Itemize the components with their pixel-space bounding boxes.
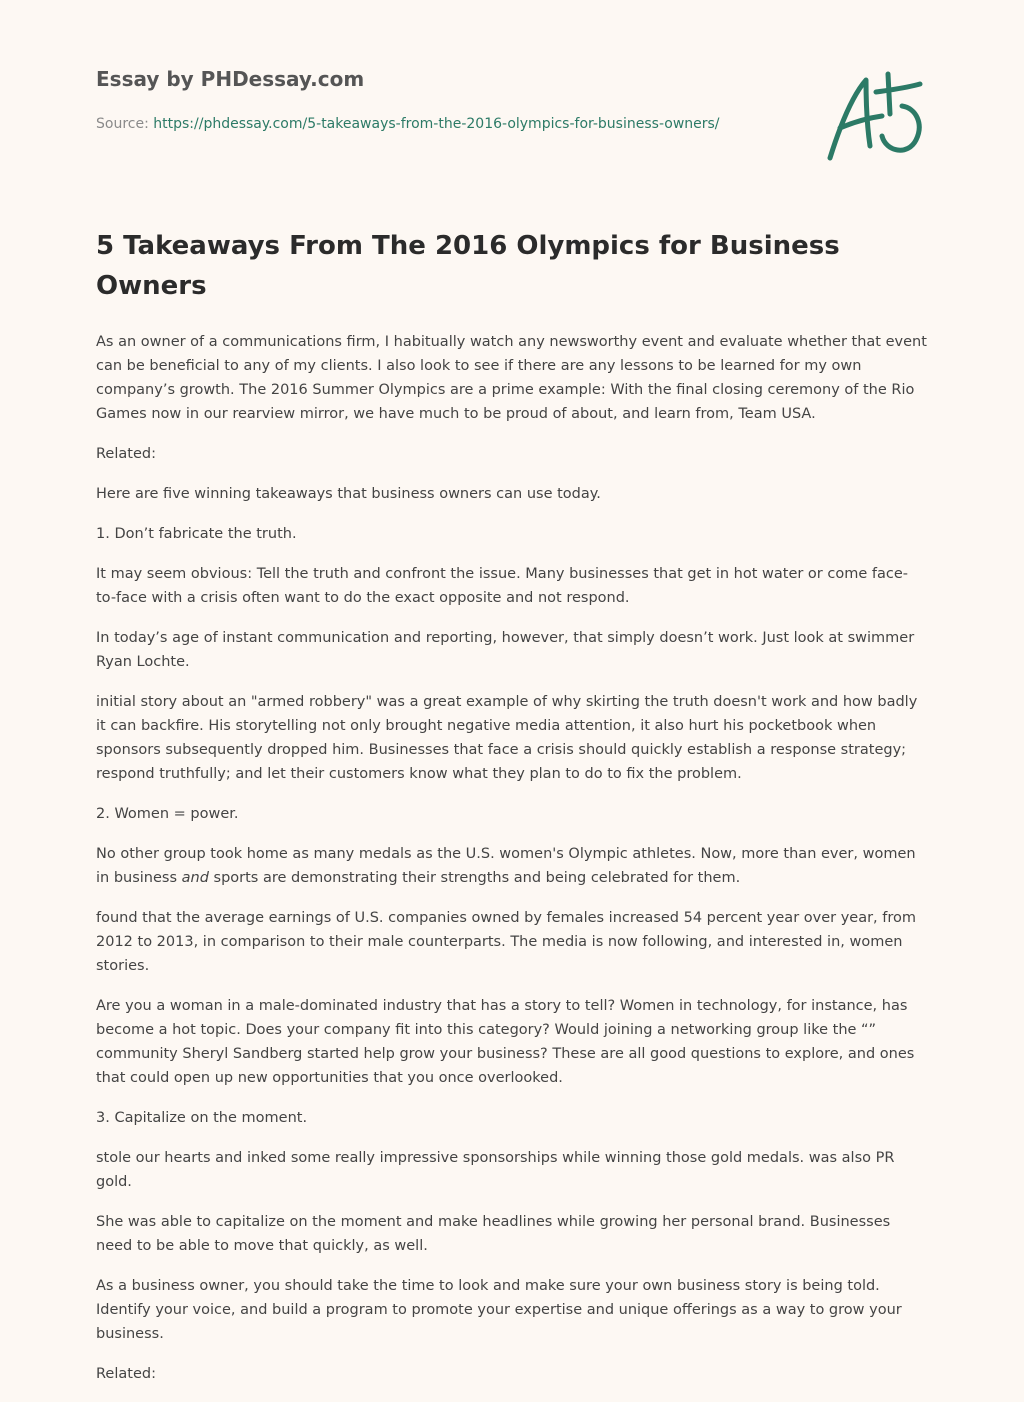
paragraph-women-questions: Are you a woman in a male-dominated industry that has a story to tell? Women in technology, for instance, has become a hot topic. Does your company fit into this category? Would joining a networking group like the “” community Sheryl Sandberg started help grow your business? These are all good questions to explore, and ones that could open up new opportunities that you once overlooked.	[96, 998, 915, 1086]
paragraph-earnings: found that the average earnings of U.S. companies owned by females increased 54 percent year over year, from 2012 to 2013, in comparison to their male counterparts. The media is now following, and interested in, women stories.	[96, 910, 917, 974]
a-plus-logo	[820, 66, 930, 166]
paragraph-lochte: initial story about an "armed robbery" was a great example of why skirting the truth doesn't work and how badly it can backfire. His storytelling not only brought negative media attention, it also hurt his pocketbook when sponsors subsequently dropped him. Businesses that face a crisis should quickly establish a response strategy; respond truthfully; and let their customers know what they plan to do to fix the problem.	[96, 694, 918, 782]
page-header	[96, 66, 796, 136]
heading-takeaway-1: 1. Don’t fabricate the truth.	[96, 526, 297, 542]
paragraph-related-1: Related:	[96, 446, 156, 462]
women-para-emphasis: and	[181, 870, 209, 886]
paragraph-business-story: As a business owner, you should take the time to look and make sure your own business story is being told. Identify your voice, and build a program to promote your expertise and unique offerings as a way to grow your business.	[96, 1278, 902, 1342]
article	[96, 226, 928, 1402]
a-plus-logo-icon	[820, 66, 930, 166]
paragraph-related-2: Related:	[96, 1366, 156, 1382]
paragraph-five-takeaways: Here are five winning takeaways that business owners can use today.	[96, 486, 601, 502]
heading-takeaway-3: 3. Capitalize on the moment.	[96, 1110, 308, 1126]
paragraph-women-medals	[96, 842, 928, 890]
women-para-tail: sports are demonstrating their strengths and being celebrated for them.	[208, 870, 741, 886]
paragraph-instant-communication: In today’s age of instant communication and reporting, however, that simply doesn’t work. Just look at swimmer Ryan Lochte.	[96, 630, 915, 670]
source-label: Source:	[96, 116, 154, 132]
paragraph-capitalize: She was able to capitalize on the moment and make headlines while growing her personal brand. Businesses need to be able to move that quickly, as well.	[96, 1214, 891, 1254]
heading-takeaway-2: 2. Women = power.	[96, 806, 239, 822]
paragraph-intro: As an owner of a communications firm, I habitually watch any newsworthy event and evaluate whether that event can be beneficial to any of my clients. I also look to see if there are any lessons to be learned for my own company’s growth. The 2016 Summer Olympics are a prime example: With the final closing ceremony of the Rio Games now in our rearview mirror, we have much to be proud of about, and learn from, Team USA.	[96, 334, 927, 422]
site-title: Essay by PHDessay.com	[96, 67, 365, 91]
women-para-start: No other group took home as many medals as the U.S. women's Olympic athletes. Now, more than ever, women in business	[96, 846, 916, 886]
source-link[interactable]: https://phdessay.com/5-takeaways-from-the-2016-olympics-for-business-owners/	[153, 116, 720, 132]
article-title: 5 Takeaways From The 2016 Olympics for Business Owners	[96, 231, 840, 301]
source-line	[96, 112, 736, 136]
paragraph-truth: It may seem obvious: Tell the truth and confront the issue. Many businesses that get in hot water or come face-to-face with a crisis often want to do the exact opposite and not respond.	[96, 566, 908, 606]
paragraph-sponsorships: stole our hearts and inked some really impressive sponsorships while winning those gold medals. was also PR gold.	[96, 1150, 895, 1190]
